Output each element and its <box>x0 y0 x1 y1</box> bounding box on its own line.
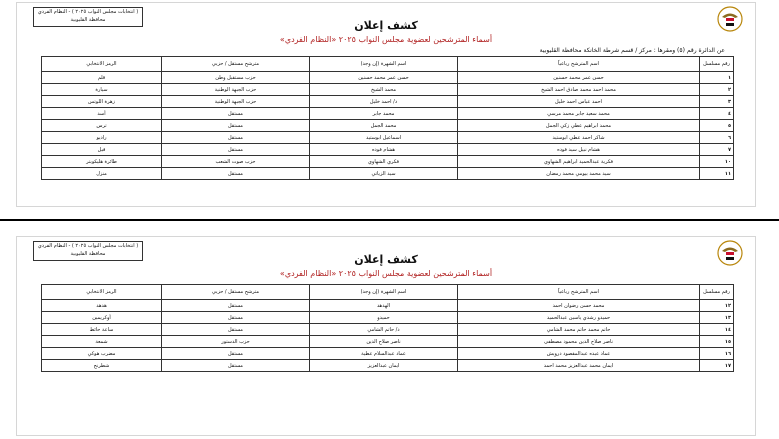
table-row <box>42 360 734 372</box>
candidate-name-cell: محمد حسن رضوان احمد <box>458 300 700 312</box>
affiliation-cell: مستقل <box>162 144 310 156</box>
candidate-name-cell: ناصر صلاح الدين محمود مصطفى <box>458 336 700 348</box>
nickname-cell: د/ احمد خليل <box>310 96 458 108</box>
page-separator <box>0 216 779 224</box>
column-header: اسم الشهرة (إن وجد) <box>310 57 458 72</box>
serial-cell: ٦ <box>700 132 734 144</box>
stamp-line: ( انتخابات مجلس النواب ٢٠٢٥ ) - النظام الفردي <box>37 243 139 249</box>
stamp-line: ( انتخابات مجلس النواب ٢٠٢٥ ) - النظام الفردي <box>37 9 139 15</box>
affiliation-cell: مستقل <box>162 324 310 336</box>
serial-cell: ١ <box>700 72 734 84</box>
symbol-cell: شمعة <box>42 336 162 348</box>
stamp-line: محافظة القليوبية <box>70 251 106 257</box>
nickname-cell: سيد الزياتي <box>310 168 458 180</box>
serial-cell: ٥ <box>700 120 734 132</box>
sheet-title: كشف إعلان <box>354 19 418 32</box>
candidate-name-cell: محمد سعيد جابر محمد مرسي <box>458 108 700 120</box>
nickname-cell: فكري الشهاوي <box>310 156 458 168</box>
stamp-line: محافظة القليوبية <box>70 17 106 23</box>
table-row <box>42 96 734 108</box>
candidate-name-cell: ايمان محمد عبدالعزيز محمد احمد <box>458 360 700 372</box>
symbol-cell: ساعة حائط <box>42 324 162 336</box>
column-header: رقم مسلسل <box>700 57 734 72</box>
candidate-name-cell: شاكر احمد عطي ابوستيد <box>458 132 700 144</box>
table-row <box>42 312 734 324</box>
table-row <box>42 144 734 156</box>
symbol-cell: قلم <box>42 72 162 84</box>
symbol-cell: سيارة <box>42 84 162 96</box>
nickname-cell: حميدو <box>310 312 458 324</box>
candidates-table <box>41 56 734 180</box>
symbol-cell: أسد <box>42 108 162 120</box>
affiliation-cell: حزب الدستور <box>162 336 310 348</box>
nickname-cell: محمد جابر <box>310 108 458 120</box>
affiliation-cell: مستقل <box>162 312 310 324</box>
table-row <box>42 84 734 96</box>
nickname-cell: محمد الجمل <box>310 120 458 132</box>
symbol-cell: أوكريمين <box>42 312 162 324</box>
serial-cell: ١١ <box>700 168 734 180</box>
table-row <box>42 324 734 336</box>
serial-cell: ١٥ <box>700 336 734 348</box>
symbol-cell: شطرنج <box>42 360 162 372</box>
table-row <box>42 72 734 84</box>
affiliation-cell: مستقل <box>162 300 310 312</box>
affiliation-cell: مستقل <box>162 168 310 180</box>
nickname-cell: هشام فوده <box>310 144 458 156</box>
table-row <box>42 108 734 120</box>
serial-cell: ٧ <box>700 144 734 156</box>
table-header-row <box>42 285 734 300</box>
column-header: اسم المترشح رباعياً <box>458 285 700 300</box>
candidate-name-cell: حسن عمر محمد حسنين <box>458 72 700 84</box>
column-header: اسم المترشح رباعياً <box>458 57 700 72</box>
affiliation-cell: مستقل <box>162 120 310 132</box>
sheet-subtitle: أسماء المترشحين لعضوية مجلس النواب ٢٠٢٥ «النظام الفردي» <box>279 269 493 278</box>
nickname-cell: ناصر صلاح الدين <box>310 336 458 348</box>
candidate-name-cell: هشام نبيل سيد فوده <box>458 144 700 156</box>
affiliation-cell: حزب الجبهة الوطنية <box>162 96 310 108</box>
affiliation-cell: حزب صوت الشعب <box>162 156 310 168</box>
nickname-cell: ايمان عبدالعزيز <box>310 360 458 372</box>
candidate-name-cell: حاتم محمد حاتم محمد الشامي <box>458 324 700 336</box>
serial-cell: ١٧ <box>700 360 734 372</box>
affiliation-cell: مستقل <box>162 348 310 360</box>
candidate-name-cell: عماد عبده عبدالمقصود درويش <box>458 348 700 360</box>
table-row <box>42 348 734 360</box>
candidate-name-cell: محمد ابراهيم عطي زكي الجمل <box>458 120 700 132</box>
candidate-name-cell: سيد محمد بيومي محمد رمضان <box>458 168 700 180</box>
serial-cell: ٢ <box>700 84 734 96</box>
symbol-cell: منزل <box>42 168 162 180</box>
nickname-cell: حسن عمر محمد حسنين <box>310 72 458 84</box>
serial-cell: ٤ <box>700 108 734 120</box>
symbol-cell: طائرة هليكوبتر <box>42 156 162 168</box>
table-header-row <box>42 57 734 72</box>
serial-cell: ٣ <box>700 96 734 108</box>
affiliation-cell: مستقل <box>162 360 310 372</box>
serial-cell: ١٤ <box>700 324 734 336</box>
announcement-sheet-2 <box>16 236 756 436</box>
district-line: عن الدائرة رقم (٥) ومقرها : مركز / قسم شرطة الخانكة محافظة القليوبية <box>539 47 725 54</box>
nickname-cell: محمد الشيخ <box>310 84 458 96</box>
symbol-cell: زهرة اللوتس <box>42 96 162 108</box>
sheet-title: كشف إعلان <box>354 253 418 266</box>
column-header: الرمز الانتخابي <box>42 57 162 72</box>
candidate-name-cell: احمد عباس احمد خليل <box>458 96 700 108</box>
table-row <box>42 120 734 132</box>
table-row <box>42 300 734 312</box>
serial-cell: ١٢ <box>700 300 734 312</box>
symbol-cell: هدهد <box>42 300 162 312</box>
column-header: مترشح مستقل / حزبي <box>162 57 310 72</box>
column-header: اسم الشهرة (إن وجد) <box>310 285 458 300</box>
serial-cell: ١٣ <box>700 312 734 324</box>
candidates-table <box>41 284 734 372</box>
table-row <box>42 168 734 180</box>
sheet-subtitle: أسماء المترشحين لعضوية مجلس النواب ٢٠٢٥ «النظام الفردي» <box>279 35 493 44</box>
affiliation-cell: حزب الجبهة الوطنية <box>162 84 310 96</box>
nickname-cell: الهدهد <box>310 300 458 312</box>
symbol-cell: مضرب هوكي <box>42 348 162 360</box>
serial-cell: ١٦ <box>700 348 734 360</box>
symbol-cell: راديو <box>42 132 162 144</box>
affiliation-cell: مستقل <box>162 132 310 144</box>
symbol-cell: فيل <box>42 144 162 156</box>
nickname-cell: اسماعيل ابوستيد <box>310 132 458 144</box>
column-header: مترشح مستقل / حزبي <box>162 285 310 300</box>
announcement-sheet-1 <box>16 2 756 207</box>
table-row <box>42 132 734 144</box>
candidate-name-cell: فكرية عبدالحميد ابراهيم الشهاوي <box>458 156 700 168</box>
nickname-cell: د/ حاتم الشامي <box>310 324 458 336</box>
column-header: الرمز الانتخابي <box>42 285 162 300</box>
affiliation-cell: مستقل <box>162 108 310 120</box>
table-row <box>42 156 734 168</box>
candidate-name-cell: محمد احمد محمد صادق احمد الشيخ <box>458 84 700 96</box>
nickname-cell: عماد عبدالسلام عطية <box>310 348 458 360</box>
table-row <box>42 336 734 348</box>
column-header: رقم مسلسل <box>700 285 734 300</box>
candidate-name-cell: حميدو رشدي ياسين عبدالحميد <box>458 312 700 324</box>
symbol-cell: ترس <box>42 120 162 132</box>
serial-cell: ١٠ <box>700 156 734 168</box>
affiliation-cell: حزب مستقبل وطن <box>162 72 310 84</box>
